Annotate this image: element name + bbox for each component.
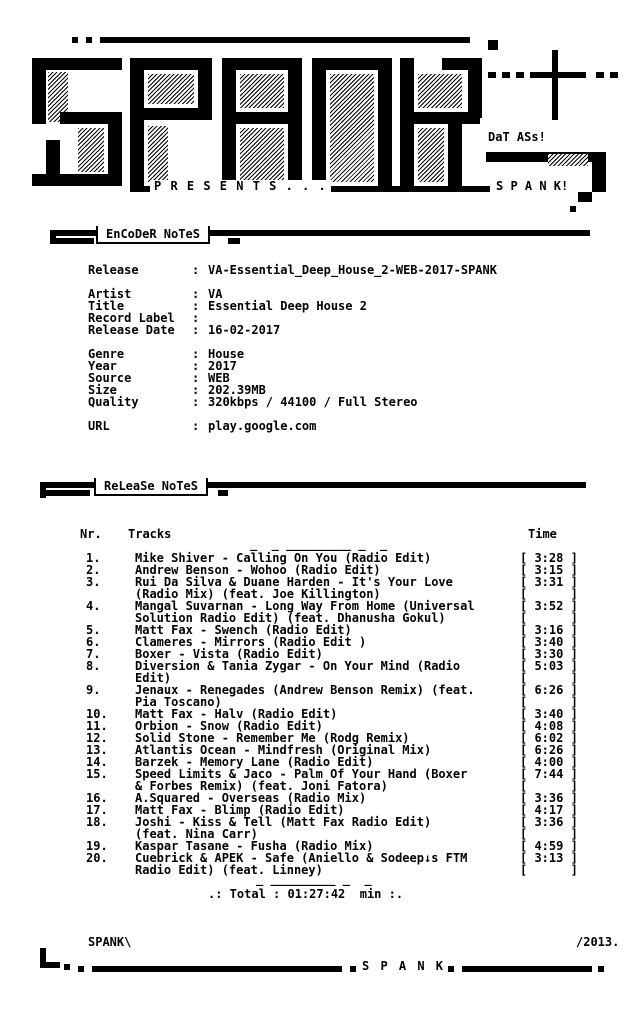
track-number: 18. [86, 815, 108, 829]
track-number: 2. [86, 563, 101, 577]
track-title: Boxer - Vista (Radio Edit) [135, 647, 323, 661]
track-time-value: 3:52 [534, 599, 564, 613]
footer-right: /2013. [576, 935, 620, 949]
encoder-field-value: WEB [208, 371, 230, 385]
track-title: Jenaux - Renegades (Andrew Benson Remix) (feat. [135, 683, 475, 697]
track-number: 6. [86, 635, 101, 649]
track-time: [ 3:52 ] [520, 599, 578, 613]
encoder-field-value[interactable]: play.google.com [208, 419, 317, 433]
encoder-field-row [0, 396, 632, 408]
track-time-value: 3:36 [534, 815, 564, 829]
track-number: 11. [86, 719, 108, 733]
track-time: [ 5:03 ] [520, 659, 578, 673]
track-number: 14. [86, 755, 108, 769]
encoder-section-header [0, 226, 632, 246]
encoder-field-colon: : [192, 383, 200, 397]
encoder-field-value: VA [208, 287, 223, 301]
track-title: Cuebrick & APEK - Safe (Aniello & Sodeep↓s FTM [135, 851, 468, 865]
track-number: 3. [86, 575, 101, 589]
track-time: [ 6:26 ] [520, 683, 578, 697]
track-time-value: 4:00 [534, 755, 564, 769]
track-time: [ 3:30 ] [520, 647, 578, 661]
presents-text: P R E S E N T S . . . [150, 180, 331, 192]
encoder-notes-title: EnCoDeR NoTeS [96, 226, 210, 244]
track-time: [ 3:16 ] [520, 623, 578, 637]
encoder-field-colon: : [192, 323, 200, 337]
footer-bar [0, 946, 632, 976]
track-title: Solid Stone - Remember Me (Rodg Remix) [135, 731, 410, 745]
track-number: 16. [86, 791, 108, 805]
track-time: [ 3:15 ] [520, 563, 578, 577]
encoder-field-row [0, 324, 632, 336]
track-time: [ 4:59 ] [520, 839, 578, 853]
track-number: 17. [86, 803, 108, 817]
track-title: Rui Da Silva & Duane Harden - It's Your Love [135, 575, 453, 589]
track-number: 9. [86, 683, 101, 697]
encoder-field-row [0, 420, 632, 432]
track-title: Andrew Benson - Wohoo (Radio Edit) [135, 563, 381, 577]
spank-logo [0, 0, 632, 215]
track-time: [ ] [520, 611, 578, 625]
encoder-field-value: Essential Deep House 2 [208, 299, 367, 313]
encoder-field-colon: : [192, 347, 200, 361]
encoder-field-colon: : [192, 263, 200, 277]
encoder-field-colon: : [192, 359, 200, 373]
track-time: [ ] [520, 587, 578, 601]
track-time: [ 3:40 ] [520, 635, 578, 649]
track-number: 1. [86, 551, 101, 565]
encoder-field-label: Genre [88, 347, 125, 361]
track-number: 8. [86, 659, 101, 673]
encoder-field-value: 202.39MB [208, 383, 266, 397]
track-title: Clameres - Mirrors (Radio Edit ) [135, 635, 367, 649]
track-title: Diversion & Tania Zygar - On Your Mind (Radio [135, 659, 461, 673]
footer-left: SPANK\ [88, 935, 132, 949]
col-nr-header: Nr. [80, 527, 102, 541]
track-time-value: 3:16 [534, 623, 564, 637]
encoder-field-colon: : [192, 287, 200, 301]
track-time-value: 4:17 [534, 803, 564, 817]
encoder-field-label: Release [88, 263, 139, 277]
track-time: [ 3:28 ] [520, 551, 578, 565]
tracklist-top-rule: _ _ _________ _ _ [250, 537, 388, 551]
track-time-value: 3:36 [534, 791, 564, 805]
encoder-fields [0, 264, 632, 444]
encoder-field-label: Record Label [88, 311, 175, 325]
tracklist-bottom-rule: _ _________ _ _ [256, 872, 372, 886]
track-time: [ 6:26 ] [520, 743, 578, 757]
track-time-value: 3:30 [534, 647, 564, 661]
track-title: Matt Fax - Halv (Radio Edit) [135, 707, 338, 721]
track-time: [ 4:00 ] [520, 755, 578, 769]
track-title: (Radio Mix) (feat. Joe Killington) [135, 587, 381, 601]
track-time: [ 4:08 ] [520, 719, 578, 733]
encoder-field-label: Year [88, 359, 117, 373]
release-notes-title: ReLeaSe NoTeS [94, 478, 208, 496]
track-title: Mike Shiver - Calling On You (Radio Edit) [135, 551, 432, 565]
track-title: Radio Edit) (feat. Linney) [135, 863, 323, 877]
track-time-value: 6:26 [534, 683, 564, 697]
tracklist [0, 552, 632, 882]
track-time-value: 7:44 [534, 767, 564, 781]
track-time: [ 6:02 ] [520, 731, 578, 745]
track-time-value: 6:26 [534, 743, 564, 757]
encoder-field-colon: : [192, 371, 200, 385]
encoder-field-label: Source [88, 371, 132, 385]
brand-right: S P A N K! [496, 179, 569, 193]
encoder-field-label: Quality [88, 395, 139, 409]
track-time-value: 6:02 [534, 731, 564, 745]
track-title: Atlantis Ocean - Mindfresh (Original Mix) [135, 743, 432, 757]
track-number: 13. [86, 743, 108, 757]
track-time-value: 3:28 [534, 551, 564, 565]
track-time-value: 3:40 [534, 707, 564, 721]
track-number: 15. [86, 767, 108, 781]
total-time: .: Total : 01:27:42 min :. [208, 887, 404, 901]
track-number: 10. [86, 707, 108, 721]
encoder-field-label: URL [88, 419, 110, 433]
track-number: 12. [86, 731, 108, 745]
track-time-value: 3:40 [534, 635, 564, 649]
track-title: Matt Fax - Blimp (Radio Edit) [135, 803, 345, 817]
track-title: Joshi - Kiss & Tell (Matt Fax Radio Edit) [135, 815, 432, 829]
track-number: 7. [86, 647, 101, 661]
encoder-field-value: 320kbps / 44100 / Full Stereo [208, 395, 418, 409]
track-number: 19. [86, 839, 108, 853]
track-time-value: 4:08 [534, 719, 564, 733]
encoder-field-label: Title [88, 299, 125, 313]
encoder-field-value: House [208, 347, 245, 361]
col-tracks-header: Tracks [128, 527, 172, 541]
track-title: (feat. Nina Carr) [135, 827, 258, 841]
encoder-field-value: 2017 [208, 359, 237, 373]
encoder-field-colon: : [192, 311, 200, 325]
encoder-field-row [0, 264, 632, 276]
track-number: 20. [86, 851, 108, 865]
tagline: DaT ASs! [488, 130, 546, 144]
track-title: Pia Toscano) [135, 695, 222, 709]
track-time: [ ] [520, 827, 578, 841]
track-number: 5. [86, 623, 101, 637]
track-title: Mangal Suvarnan - Long Way From Home (Universal [135, 599, 475, 613]
encoder-field-colon: : [192, 299, 200, 313]
track-title: Matt Fax - Swench (Radio Edit) [135, 623, 352, 637]
track-time-value: 3:13 [534, 851, 564, 865]
encoder-field-label: Size [88, 383, 117, 397]
track-time-value: 3:15 [534, 563, 564, 577]
track-title: A.Squared - Overseas (Radio Mix) [135, 791, 367, 805]
track-time-value: 5:03 [534, 659, 564, 673]
track-number: 4. [86, 599, 101, 613]
encoder-field-value: VA-Essential_Deep_House_2-WEB-2017-SPANK [208, 263, 497, 277]
track-time: [ 3:40 ] [520, 707, 578, 721]
encoder-field-colon: : [192, 395, 200, 409]
track-time-value: 4:59 [534, 839, 564, 853]
track-title: Solution Radio Edit) (feat. Dhanusha Gokul) [135, 611, 446, 625]
encoder-field-value: 16-02-2017 [208, 323, 281, 337]
track-time-value: 3:31 [534, 575, 564, 589]
track-time: [ ] [520, 671, 578, 685]
track-title: & Forbes Remix) (feat. Joni Fatora) [135, 779, 388, 793]
track-time: [ ] [520, 863, 578, 877]
track-title: Speed Limits & Jaco - Palm Of Your Hand (Boxer [135, 767, 468, 781]
track-time: [ 3:36 ] [520, 791, 578, 805]
track-time: [ 3:36 ] [520, 815, 578, 829]
track-title: Kaspar Tasane - Fusha (Radio Mix) [135, 839, 374, 853]
track-title: Edit) [135, 671, 172, 685]
track-title: Barzek - Memory Lane (Radio Edit) [135, 755, 374, 769]
track-title: Orbion - Snow (Radio Edit) [135, 719, 323, 733]
col-time-header: Time [528, 527, 557, 541]
track-time: [ 3:31 ] [520, 575, 578, 589]
encoder-field-label: Release Date [88, 323, 175, 337]
encoder-field-label: Artist [88, 287, 132, 301]
track-time: [ ] [520, 779, 578, 793]
release-section-header [0, 478, 632, 498]
track-time: [ ] [520, 695, 578, 709]
encoder-field-colon: : [192, 419, 200, 433]
track-time: [ 4:17 ] [520, 803, 578, 817]
track-time: [ 3:13 ] [520, 851, 578, 865]
footer-bar-label: S P A N K [362, 959, 446, 973]
track-time: [ 7:44 ] [520, 767, 578, 781]
